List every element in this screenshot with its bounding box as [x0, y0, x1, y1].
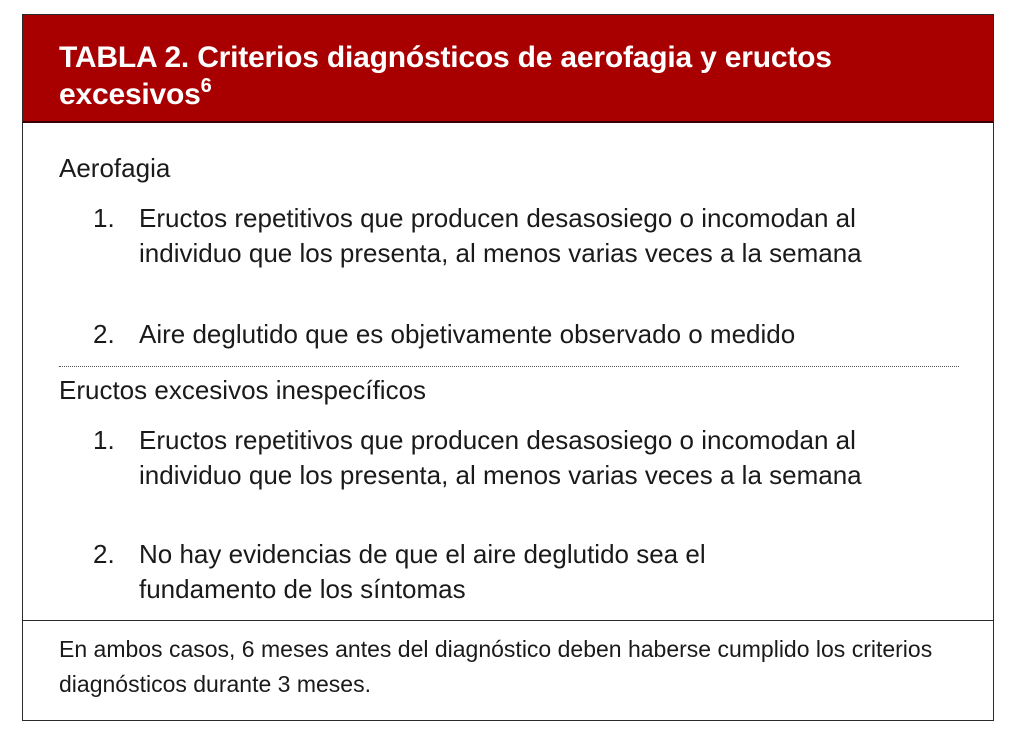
section-divider	[59, 366, 959, 367]
list-item	[93, 423, 973, 533]
table-footnote: En ambos casos, 6 meses antes del diagnóstico deben haberse cumplido los criterios diagnósticos durante 3 meses.	[59, 636, 933, 697]
item-number: 1.	[93, 425, 115, 455]
item-number: 2.	[93, 319, 115, 349]
table-title-text: TABLA 2. Criterios diagnósticos de aerofagia y eructos excesivos	[59, 41, 832, 111]
item-number: 1.	[93, 203, 115, 233]
list-item	[93, 537, 973, 609]
list-item	[93, 317, 973, 352]
item-number: 2.	[93, 539, 115, 569]
item-text: Aire deglutido que es objetivamente observado o medido	[139, 319, 796, 349]
item-text: Eructos repetitivos que producen desasosiego o incomodan al individuo que los presenta, al menos varias veces a la semana	[139, 203, 862, 268]
table-title	[59, 39, 959, 113]
diagnostic-criteria-table	[22, 14, 994, 721]
list-item	[93, 201, 973, 311]
item-text: Eructos repetitivos que producen desasosiego o incomodan al individuo que los presenta, al menos varias veces a la semana	[139, 425, 862, 490]
footnote-divider	[23, 620, 993, 621]
section-heading-aerofagia: Aerofagia	[59, 153, 171, 183]
item-text: No hay evidencias de que el aire deglutido sea el fundamento de los síntomas	[139, 539, 706, 604]
title-reference: 6	[200, 75, 212, 97]
section-heading-eructos-excesivos: Eructos excesivos inespecíficos	[59, 375, 427, 405]
table-header	[23, 15, 993, 123]
